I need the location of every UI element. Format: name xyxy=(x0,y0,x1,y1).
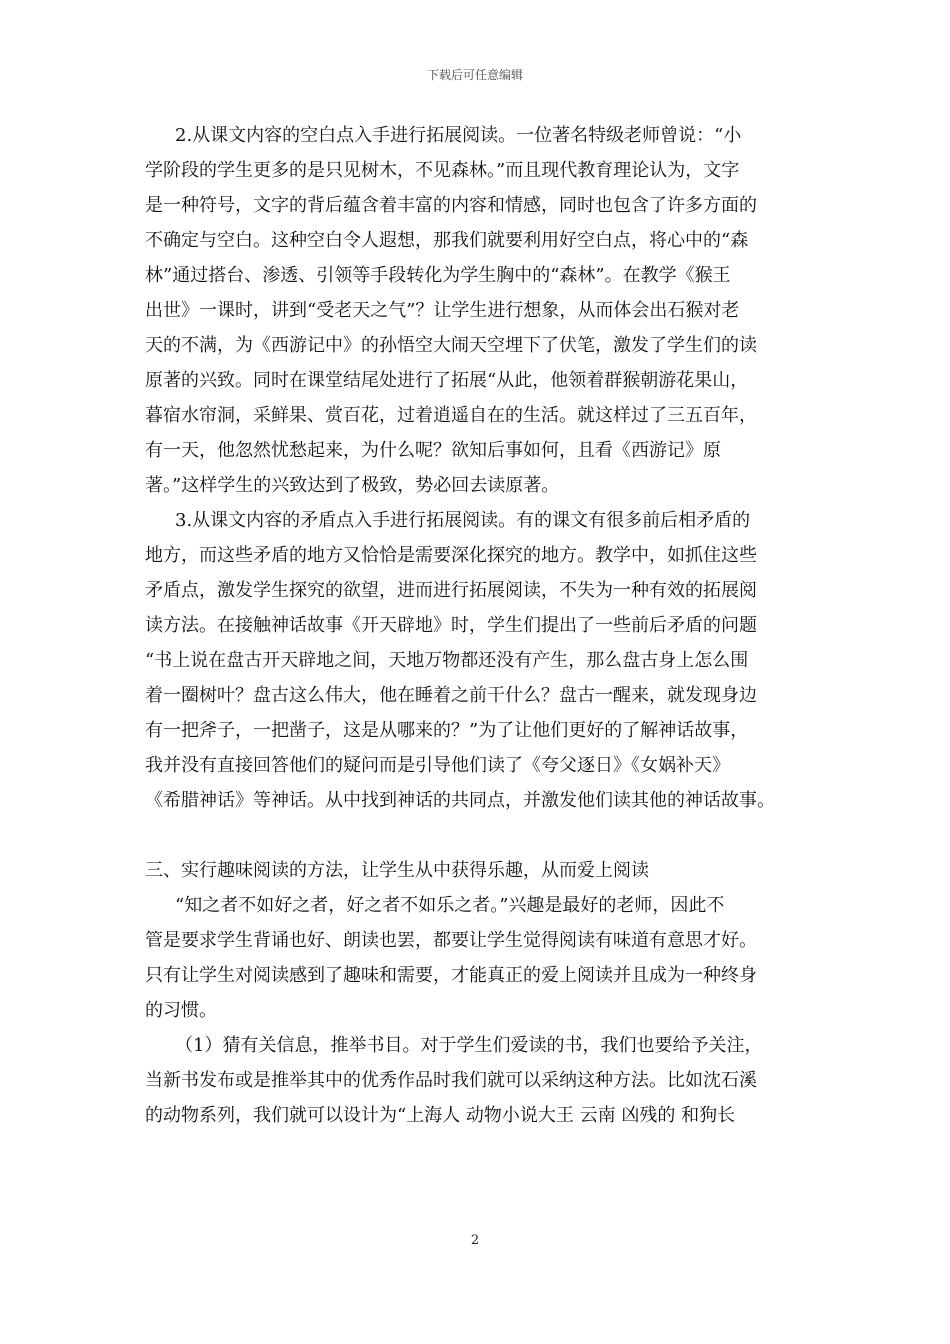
text-line: 着一圈树叶？盘古这么伟大，他在睡着之前干什么？盘古一醒来，就发现身边 xyxy=(145,685,757,706)
text-line: 出世》一课时，讲到“受老天之气”？让学生进行想象，从而体会出石猴对老 xyxy=(145,300,740,321)
text-line: 地方，而这些矛盾的地方又恰恰是需要深化探究的地方。教学中，如抓住这些 xyxy=(145,545,757,566)
text-line: 《希腊神话》等神话。从中找到神话的共同点，并激发他们读其他的神话故事。 xyxy=(145,790,775,811)
text-line: 著。”这样学生的兴致达到了极致，势必回去读原著。 xyxy=(145,475,560,496)
text-line: 天的不满，为《西游记中》的孙悟空大闹天空埋下了伏笔，激发了学生们的读 xyxy=(145,335,757,356)
text-line: “知之者不如好之者，好之者不如乐之者。”兴趣是最好的老师，因此不 xyxy=(175,895,725,916)
text-line: 暮宿水帘洞，采鲜果、赏百花，过着逍遥自在的生活。就这样过了三五百年， xyxy=(145,405,757,426)
text-line: （1）猜有关信息，推举书目。对于学生们爱读的书，我们也要给予关注， xyxy=(175,1035,763,1056)
document-body xyxy=(145,118,810,1133)
text-line: 3.从课文内容的矛盾点入手进行拓展阅读。有的课文有很多前后相矛盾的 xyxy=(175,510,751,531)
text-line: 当新书发布或是推举其中的优秀作品时我们就可以采纳这种方法。比如沈石溪 xyxy=(145,1070,757,1091)
text-line: 不确定与空白。这种空白令人遐想，那我们就要利用好空白点，将心中的“森 xyxy=(145,230,749,251)
text-line: 矛盾点，激发学生探究的欲望，进而进行拓展阅读，不失为一种有效的拓展阅 xyxy=(145,580,757,601)
text-line: 只有让学生对阅读感到了趣味和需要，才能真正的爱上阅读并且成为一种终身 xyxy=(145,965,757,986)
text-line: 我并没有直接回答他们的疑问而是引导他们读了《夸父逐日》《女娲补天》 xyxy=(145,755,730,776)
text-line: 的动物系列，我们就可以设计为“上海人 动物小说大王 云南 凶残的 和狗长 xyxy=(145,1105,736,1126)
text-line: 管是要求学生背诵也好、朗读也罢，都要让学生觉得阅读有味道有意思才好。 xyxy=(145,930,757,951)
paragraph-3 xyxy=(145,503,810,818)
text-line: 原著的兴致。同时在课堂结尾处进行了拓展“从此，他领着群猴朝游花果山， xyxy=(145,370,749,391)
paragraph-interest xyxy=(145,888,810,1028)
text-line: 2.从课文内容的空白点入手进行拓展阅读。一位著名特级老师曾说：“小 xyxy=(175,125,742,146)
text-line: 林”通过搭台、渗透、引领等手段转化为学生胸中的“森林”。在教学《猴王 xyxy=(145,265,731,286)
paragraph-2 xyxy=(145,118,810,503)
page-number: 2 xyxy=(470,1233,480,1248)
text-line: 学阶段的学生更多的是只见树木，不见森林。”而且现代教育理论认为，文字 xyxy=(145,160,740,181)
paragraph-spacer xyxy=(145,818,810,853)
text-line: 读方法。在接触神话故事《开天辟地》时，学生们提出了一些前后矛盾的问题 xyxy=(145,615,757,636)
text-line: 的习惯。 xyxy=(145,1000,217,1021)
text-line: 有一天，他忽然忧愁起来，为什么呢？欲知后事如何，且看《西游记》原 xyxy=(145,440,721,461)
section-heading: 三、实行趣味阅读的方法，让学生从中获得乐趣，从而爱上阅读 xyxy=(145,860,649,881)
page-header: 下载后可任意编辑 xyxy=(426,68,523,82)
paragraph-1-guess xyxy=(145,1028,810,1133)
text-line: 有一把斧子，一把凿子，这是从哪来的？”为了让他们更好的了解神话故事， xyxy=(145,720,749,741)
text-line: “书上说在盘古开天辟地之间，天地万物都还没有产生，那么盘古身上怎么围 xyxy=(145,650,749,671)
text-line: 是一种符号，文字的背后蕴含着丰富的内容和情感，同时也包含了许多方面的 xyxy=(145,195,757,216)
